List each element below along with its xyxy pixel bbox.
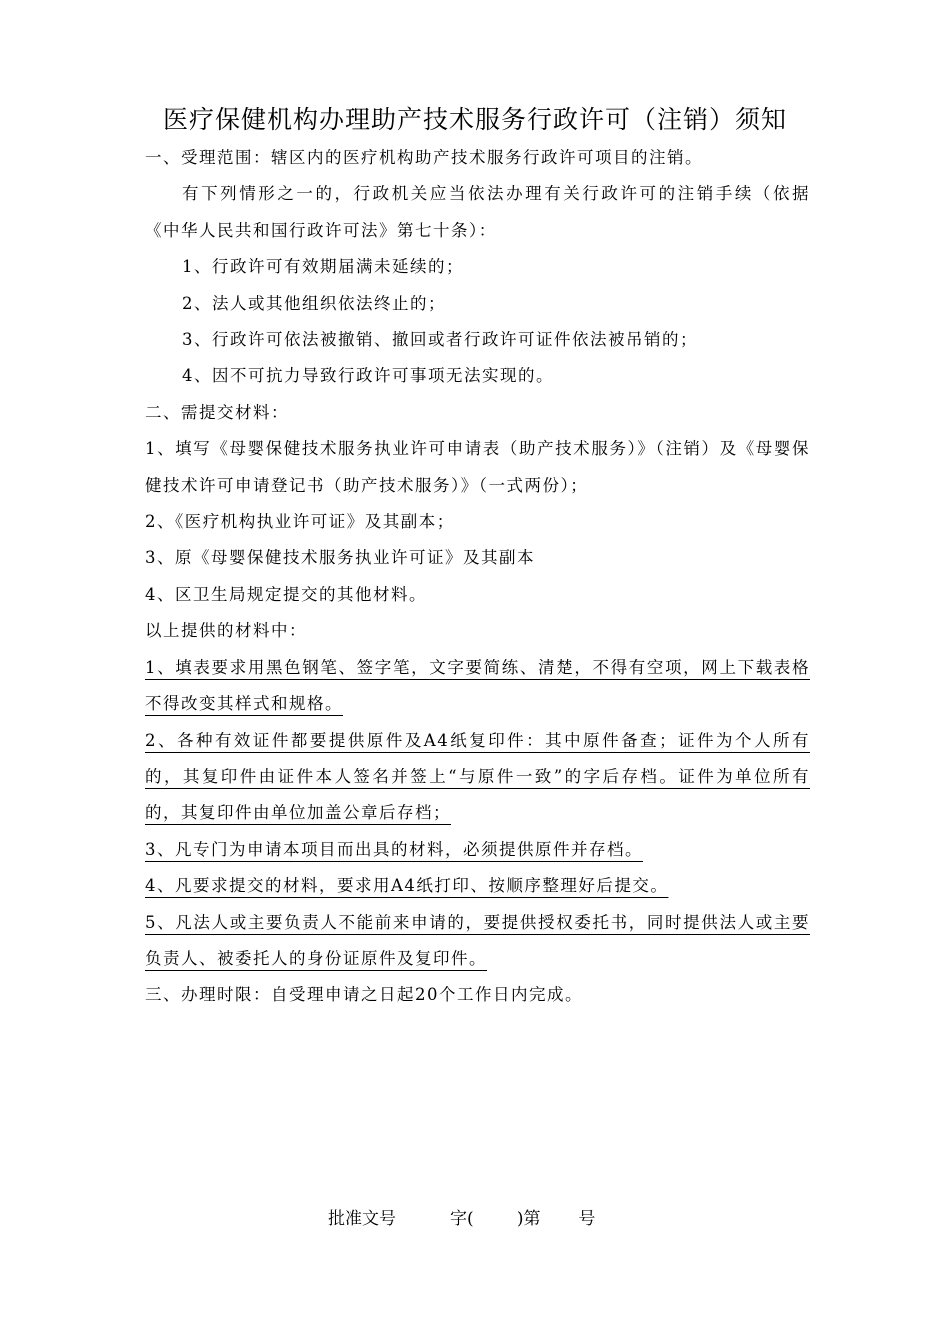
document-title: 医疗保健机构办理助产技术服务行政许可（注销）须知	[162, 105, 787, 134]
section-1-intro: 有下列情形之一的，行政机关应当依法办理有关行政许可的注销手续（依据《中华人民共和国行政许可法》第七十条）：	[145, 184, 810, 240]
section-1-item: 1、行政许可有效期届满未延续的；	[182, 257, 464, 277]
section-2-item: 3、原《母婴保健技术服务执业许可证》及其副本	[145, 548, 535, 568]
section-2-item: 4、区卫生局规定提交的其他材料。	[145, 584, 427, 604]
note-item: 2、各种有效证件都要提供原件及A4纸复印件：其中原件备查；证件为个人所有的，其复印件由证件本人签名并签上“与原件一致”的字后存档。证件为单位所有的，其复印件由单位加盖公章后存档；	[145, 730, 810, 823]
note-item: 3、凡专门为申请本项目而出具的材料，必须提供原件并存档。	[145, 839, 643, 859]
section-2-item: 1、填写《母婴保健技术服务执业许可申请表（助产技术服务）》（注销）及《母婴保健技术许可申请登记书（助产技术服务）》（一式两份）；	[145, 439, 810, 495]
section-1-heading: 一、受理范围：辖区内的医疗机构助产技术服务行政许可项目的注销。	[145, 148, 703, 167]
section-2-item: 2、《医疗机构执业许可证》及其副本；	[145, 512, 455, 532]
notes-heading: 以上提供的材料中：	[145, 621, 307, 641]
note-item: 1、填表要求用黑色钢笔、签字笔，文字要简练、清楚，不得有空项，网上下载表格不得改变其样式和规格。	[145, 657, 810, 714]
note-item: 5、凡法人或主要负责人不能前来申请的，要提供授权委托书，同时提供法人或主要负责人、被委托人的身份证原件及复印件。	[145, 912, 810, 968]
document-body	[145, 140, 810, 1014]
section-1-item: 3、行政许可依法被撤销、撤回或者行政许可证件依法被吊销的；	[182, 330, 698, 350]
section-3-heading: 三、办理时限：自受理申请之日起20个工作日内完成。	[145, 985, 583, 1005]
section-2-heading: 二、需提交材料：	[145, 402, 289, 422]
section-1-item: 2、法人或其他组织依法终止的；	[182, 293, 446, 313]
approval-number-line: 批准文号 字( )第 号	[328, 1209, 596, 1229]
section-1-item: 4、因不可抗力导致行政许可事项无法实现的。	[182, 366, 554, 386]
note-item: 4、凡要求提交的材料，要求用A4纸打印、按顺序整理好后提交。	[145, 876, 669, 896]
